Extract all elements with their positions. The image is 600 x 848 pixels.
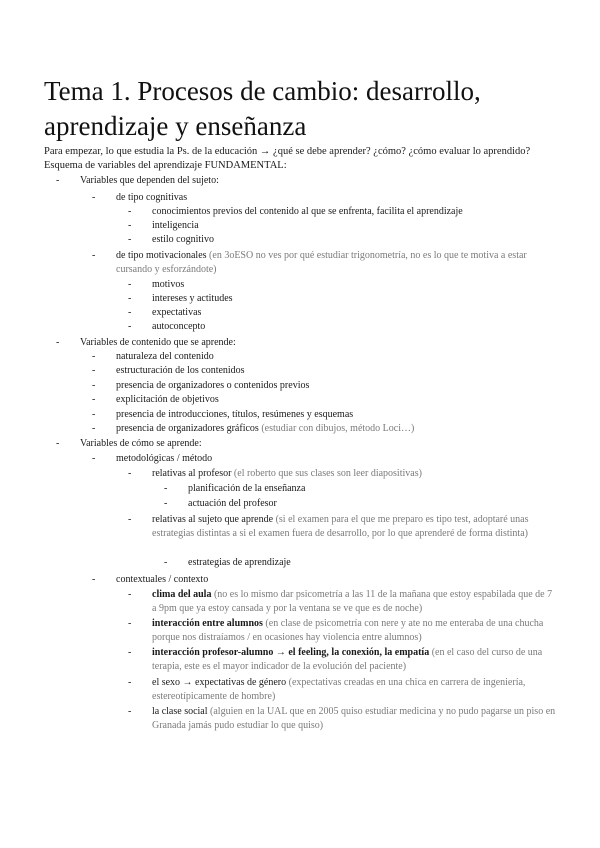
bullet: -: [92, 453, 96, 464]
list-item-level3: [128, 292, 233, 306]
bullet: -: [128, 279, 132, 290]
list-item-level3: [128, 705, 556, 733]
list-item-level1: [56, 174, 219, 188]
list-item-level4: [164, 482, 306, 496]
bullet: -: [164, 498, 168, 509]
bullet: -: [128, 321, 132, 332]
list-item-text: intereses y actitudes: [152, 293, 233, 304]
list-item-level3: [128, 320, 206, 334]
list-item-text: Variables de cómo se aprende:: [80, 438, 202, 449]
list-item-level3: [128, 513, 556, 541]
intro-block: [44, 145, 574, 173]
list-item-note: (alguien en la UAL que en 2005 quiso estudiar medicina y no pudo pagarse un piso en Granada jamás pudo estudiar lo que quiso): [152, 706, 556, 731]
bullet: -: [92, 423, 96, 434]
bullet: -: [128, 514, 132, 525]
list-item-level3: [128, 617, 556, 645]
bullet: -: [92, 380, 96, 391]
list-item-text: estructuración de los contenidos: [116, 365, 245, 376]
list-item-note: (en el caso del curso de una terapia, este es el mayor indicador de la evolución del paciente): [152, 647, 543, 672]
list-item-level4: [164, 497, 277, 511]
bullet: -: [92, 409, 96, 420]
list-item-level2: [92, 364, 245, 378]
list-item-text: relativas al sujeto que aprende: [152, 514, 274, 525]
list-item-text: conocimientos previos del contenido al que se enfrenta, facilita el aprendizaje: [152, 206, 463, 217]
bullet: -: [56, 175, 60, 186]
bullet: -: [92, 351, 96, 362]
bullet: -: [128, 589, 132, 600]
bullet: -: [128, 206, 132, 217]
list-item-text: de tipo cognitivas: [116, 192, 188, 203]
bullet: -: [128, 220, 132, 231]
list-item-level2: [92, 573, 209, 587]
list-item-text: presencia de organizadores o contenidos previos: [116, 380, 310, 391]
bullet: -: [56, 438, 60, 449]
bullet: -: [92, 192, 96, 203]
list-item-text: contextuales / contexto: [116, 574, 209, 585]
list-item-note: (en clase de psicometría con nere y ate no me enteraba de una chucha porque nos distraíamos / en ocasiones hay violencia entre alumnos): [152, 618, 544, 643]
bullet: -: [128, 706, 132, 717]
list-item-text: presencia de introducciones, títulos, resúmenes y esquemas: [116, 409, 354, 420]
page-title: Tema 1. Procesos de cambio: desarrollo, aprendizaje y enseñanza: [44, 76, 481, 141]
list-item-note: (estudiar con dibujos, método Loci…): [261, 423, 415, 434]
bullet: -: [92, 365, 96, 376]
list-item-text: expectativas: [152, 307, 202, 318]
list-item-text: Variables que dependen del sujeto:: [80, 175, 219, 186]
intro-text: Para empezar, lo que estudia la Ps. de la educación → ¿qué se debe aprender? ¿cómo? ¿cómo evaluar lo aprendido?: [44, 146, 531, 157]
bullet: -: [92, 250, 96, 261]
list-item-text: actuación del profesor: [188, 498, 277, 509]
list-item-level3: [128, 306, 202, 320]
list-item-level1: [56, 336, 236, 350]
bullet: -: [128, 468, 132, 479]
list-item-note: (no es lo mismo dar psicometría a las 11 de la mañana que estoy espabilada que de 7 a 9pm que ya estoy cansada y por la ventana se ve que es de noche): [152, 589, 553, 614]
list-item-level4: [164, 556, 291, 570]
list-item-level3: [128, 219, 199, 233]
list-item-note: (expectativas creadas en una chica en carrera de ingeniería, estereotípicamente de hombre): [152, 677, 526, 702]
bullet: -: [56, 337, 60, 348]
list-item-text: planificación de la enseñanza: [188, 483, 306, 494]
list-item-level2: [92, 422, 415, 436]
bullet: -: [128, 618, 132, 629]
list-item-text: inteligencia: [152, 220, 199, 231]
list-item-text: relativas al profesor: [152, 468, 232, 479]
list-item-level3: [128, 588, 556, 616]
list-item-text: motivos: [152, 279, 185, 290]
schema-heading: Esquema de variables del aprendizaje FUNDAMENTAL:: [44, 160, 287, 171]
list-item-level3: [128, 676, 556, 704]
list-item-text: Variables de contenido que se aprende:: [80, 337, 236, 348]
bullet: -: [164, 483, 168, 494]
list-item-text: interacción profesor-alumno → el feeling, la conexión, la empatía: [152, 647, 430, 658]
list-item-level3: [128, 205, 463, 219]
list-item-level2: [92, 452, 213, 466]
list-item-text: metodológicas / método: [116, 453, 213, 464]
list-item-text: el sexo → expectativas de género: [152, 677, 287, 688]
list-item-level2: [92, 408, 354, 422]
list-item-text: estilo cognitivo: [152, 234, 214, 245]
list-item-text: estrategias de aprendizaje: [188, 557, 291, 568]
list-item-note: (el roberto que sus clases son leer diapositivas): [233, 468, 422, 479]
list-item-level3: [128, 278, 185, 292]
bullet: -: [128, 234, 132, 245]
list-item-level3: [128, 467, 422, 481]
bullet: -: [128, 647, 132, 658]
list-item-text: presencia de organizadores gráficos: [116, 423, 259, 434]
list-item-level2: [92, 350, 214, 364]
bullet: -: [128, 307, 132, 318]
list-item-note: (si el examen para el que me preparo es tipo test, adoptaré unas estrategias distintas a si el examen fuera de desarrollo, por lo que aprenderé de forma distinta): [152, 514, 529, 539]
list-item-text: naturaleza del contenido: [116, 351, 214, 362]
bullet: -: [164, 557, 168, 568]
bullet: -: [128, 293, 132, 304]
list-item-level1: [56, 437, 202, 451]
list-item-level2: [92, 379, 310, 393]
bullet: -: [128, 677, 132, 688]
list-item-text: de tipo motivacionales: [116, 250, 207, 261]
list-item-level2: [92, 393, 219, 407]
list-item-text: explicitación de objetivos: [116, 394, 219, 405]
list-item-level3: [128, 646, 556, 674]
list-item-level2: [92, 191, 188, 205]
list-item-level3: [128, 233, 214, 247]
list-item-note: (en 3oESO no ves por qué estudiar trigonometría, no es lo que te motiva a estar cursando y esforzándote): [116, 250, 527, 275]
bullet: -: [92, 574, 96, 585]
list-item-text: autoconcepto: [152, 321, 206, 332]
list-item-level2: [92, 249, 556, 277]
list-item-text: la clase social: [152, 706, 208, 717]
list-item-text: clima del aula: [152, 589, 212, 600]
bullet: -: [92, 394, 96, 405]
list-item-text: interacción entre alumnos: [152, 618, 263, 629]
